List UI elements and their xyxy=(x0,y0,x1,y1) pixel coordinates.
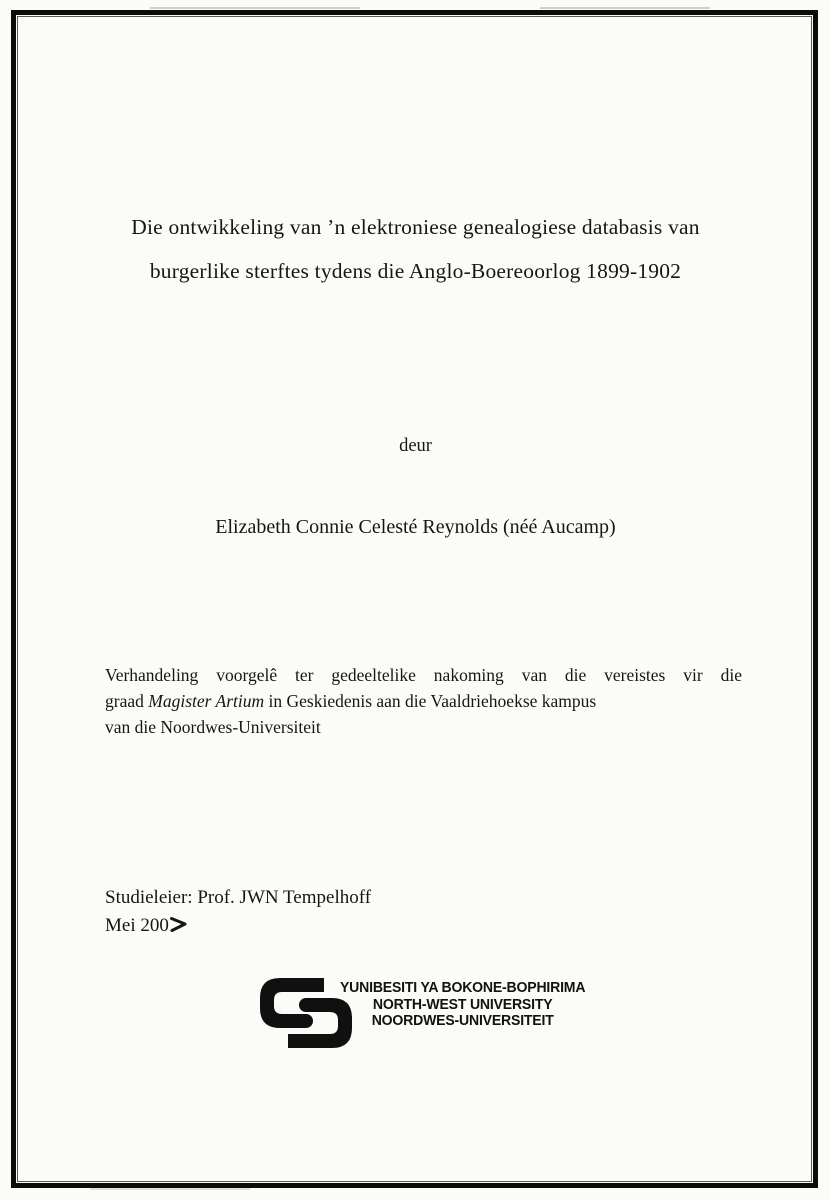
submission-statement xyxy=(105,662,742,740)
university-logo xyxy=(258,973,612,1053)
handwritten-digit-7-icon xyxy=(170,914,187,942)
date-prefix: Mei 200 xyxy=(105,914,169,936)
university-name-setswana: YUNIBESITI YA BOKONE-BOPHIRIMA xyxy=(339,980,586,996)
scan-artifact xyxy=(90,1188,250,1190)
university-name-afrikaans: NOORDWES-UNIVERSITEIT xyxy=(371,1013,554,1029)
thesis-title-line1: Die ontwikkeling van ’n elektroniese genealogiese databasis van xyxy=(131,215,700,239)
submission-line2 xyxy=(105,688,742,714)
scan-artifact xyxy=(150,7,360,9)
supervisor-block xyxy=(105,884,371,941)
submission-line3: van die Noordwes-Universiteit xyxy=(105,717,321,737)
thesis-title xyxy=(0,206,831,293)
submission-line1: Verhandeling voorgelê ter gedeeltelike nakoming van die vereistes vir die xyxy=(105,665,742,685)
university-name-english: NORTH-WEST UNIVERSITY xyxy=(372,996,553,1013)
thesis-title-line2: burgerlike sterftes tydens die Anglo-Boereoorlog 1899-1902 xyxy=(149,258,682,283)
submission-line2-pre: graad xyxy=(105,691,149,711)
submission-line2-post: in Geskiedenis aan die Vaaldriehoekse kampus xyxy=(264,691,597,711)
author-name: Elizabeth Connie Celesté Reynolds (néé Aucamp) xyxy=(215,516,616,538)
supervisor-line: Studieleier: Prof. JWN Tempelhoff xyxy=(105,887,372,908)
byline: deur xyxy=(399,436,432,456)
scan-artifact xyxy=(540,7,710,9)
date-line xyxy=(105,912,371,942)
degree-name-italic: Magister Artium xyxy=(148,691,265,711)
university-logo-text xyxy=(322,973,603,1030)
